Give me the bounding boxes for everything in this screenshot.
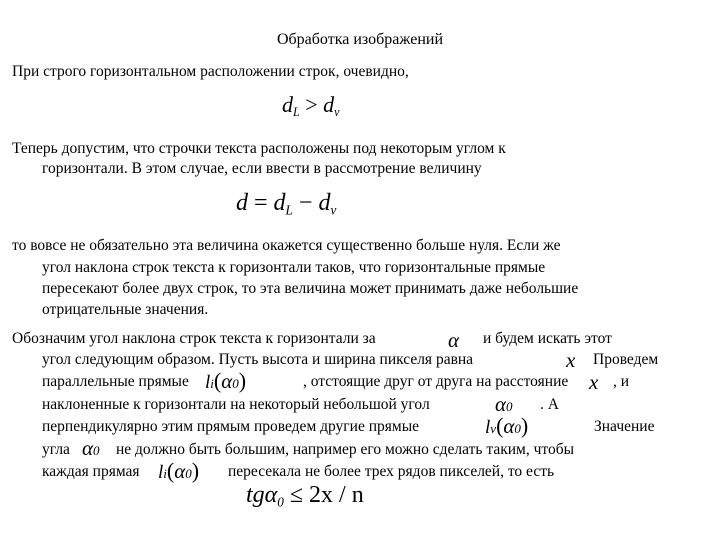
alpha-symbol: α [448, 328, 460, 352]
text-line: то вовсе не обязательно эта величина окажется существенно больше нуля. Если же [12, 237, 561, 254]
text-line: Обозначим угол наклона строк текста к горизонтали за [12, 330, 376, 347]
text-line: перпендикулярно этим прямым проведем другие прямые [42, 418, 419, 435]
text-line: наклоненные к горизонтали на некоторый небольшой угол [42, 396, 430, 413]
line-symbol-v-alpha0: lv(α0) [485, 413, 529, 438]
text-line: каждая прямая [42, 463, 140, 480]
alpha0-symbol: α0 [82, 436, 100, 460]
text-line: и будем искать этот [483, 330, 612, 347]
text-line: угла [42, 441, 70, 458]
text-line: пересекала не более трех рядов пикселей, то есть [228, 463, 555, 480]
text-line: параллельные прямые [42, 373, 189, 390]
text-line: Значение [594, 418, 655, 435]
text-line: При строго горизонтальном расположении строк, очевидно, [12, 63, 409, 80]
formula-inequality: $d_L > d_v$ [282, 92, 340, 120]
x-symbol: x [566, 348, 576, 372]
text-line: Проведем [593, 351, 659, 368]
page-title: Обработка изображений [276, 31, 443, 48]
text-line: , и [613, 373, 630, 390]
text-line: Теперь допустим, что строчки текста расположены под некоторым углом к [12, 140, 506, 157]
formula-difference: $d = d_L - d_v$ [236, 190, 337, 218]
text-line: угол следующим образом. Пусть высота и ширина пикселя равна [42, 351, 474, 368]
text-line: горизонтали. В этом случае, если ввести в рассмотрение величину [42, 160, 482, 177]
text-line: , отстоящие друг от друга на расстояние [303, 373, 569, 390]
text-line: пересекают более двух строк, то эта величина может принимать даже небольшие [42, 280, 579, 297]
text-line: угол наклона строк текста к горизонтали таков, что горизонтальные прямые [42, 259, 546, 276]
line-symbol-l-alpha0: li(α0) [158, 458, 200, 483]
text-line: . А [540, 396, 559, 413]
formula-tangent-bound: tgα$_0$ ≤ 2x / n [246, 482, 364, 510]
alpha0-symbol: α0 [495, 392, 513, 416]
text-line: не должно быть большим, например его можно сделать таким, чтобы [116, 441, 575, 458]
line-symbol-l-alpha0: li(α0) [205, 368, 247, 393]
text-line: отрицательные значения. [42, 301, 209, 318]
x-symbol: x [589, 370, 599, 394]
